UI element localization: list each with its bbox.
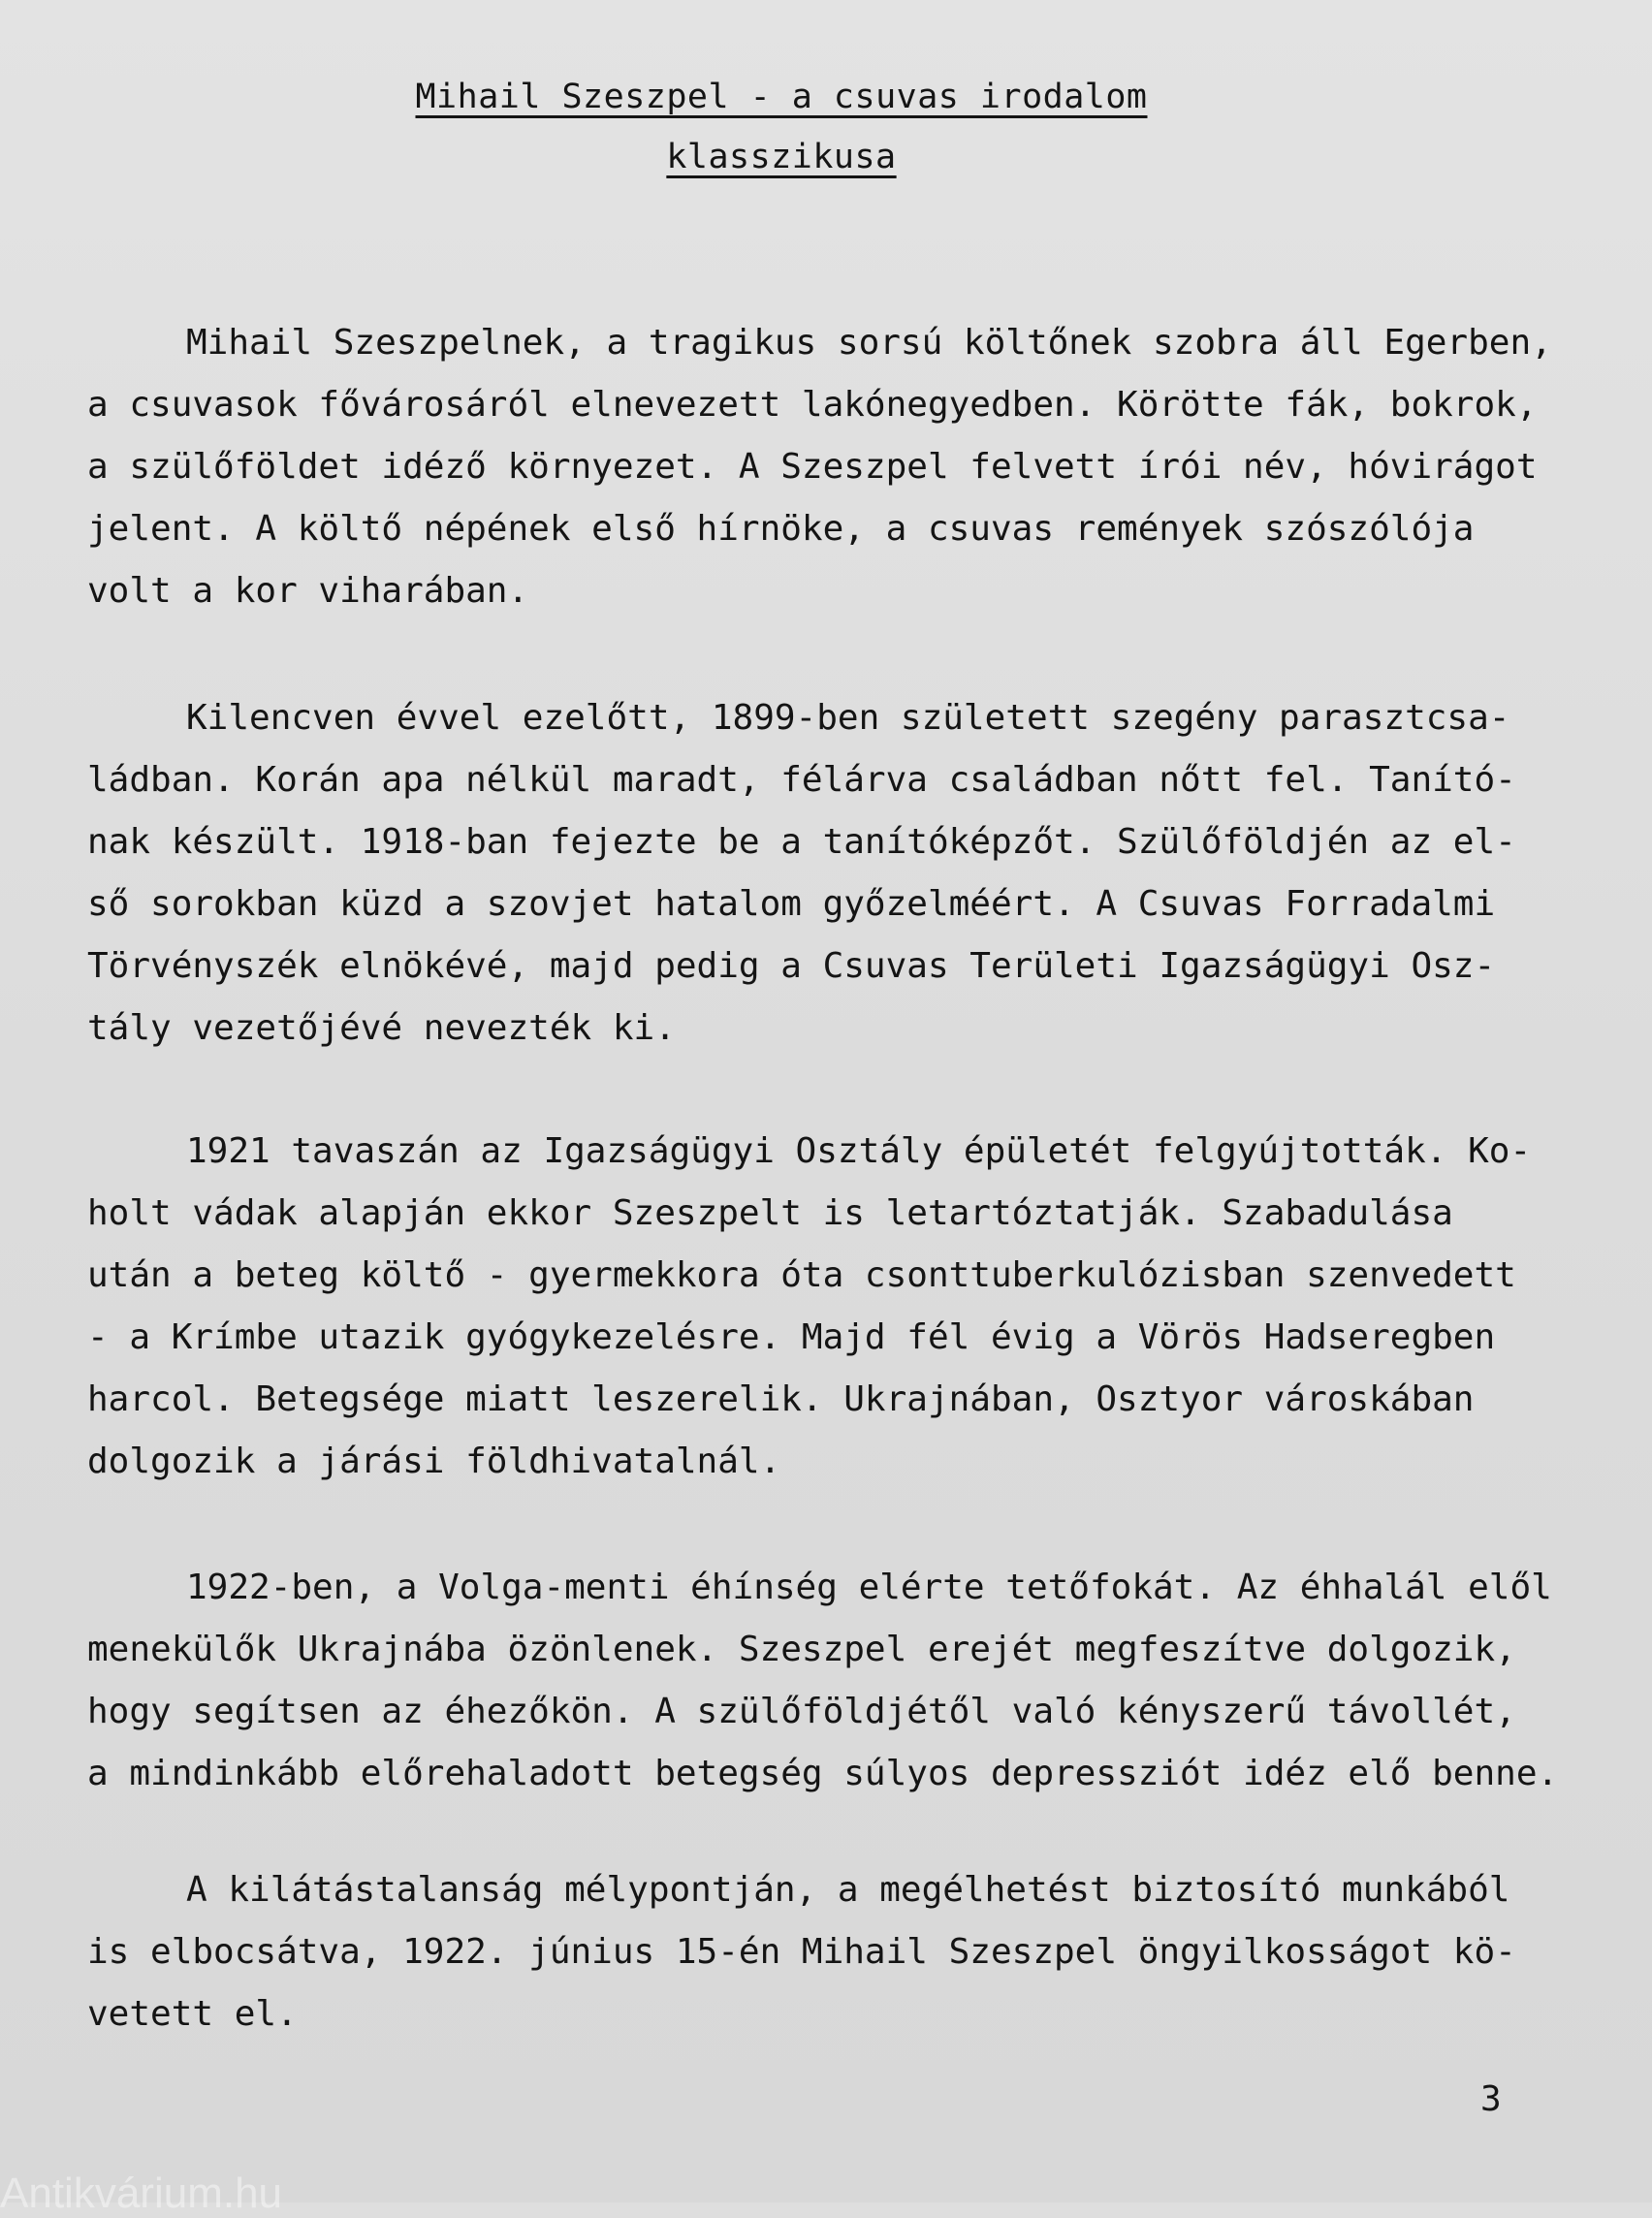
paragraph-line: Kilencven évvel ezelőtt, 1899-ben született szegény parasztcsa- — [186, 698, 1510, 738]
paragraph-line: volt a kor viharában. — [87, 571, 529, 611]
page-number: 3 — [1480, 2079, 1502, 2119]
paragraph-line: harcol. Betegsége miatt leszerelik. Ukrajnában, Osztyor városkában — [87, 1379, 1475, 1419]
paragraph-line: hogy segítsen az éhezőkön. A szülőföldjétől való kényszerű távollét, — [87, 1692, 1516, 1731]
paragraph-5 — [87, 1859, 1516, 2045]
paragraph-line: a szülőföldet idéző környezet. A Szeszpel felvett írói név, hóvirágot — [87, 447, 1538, 487]
document-title-line-1: Mihail Szeszpel - a csuvas irodalom — [415, 78, 1148, 116]
paragraph-line: holt vádak alapján ekkor Szeszpelt is letartóztatják. Szabadulása — [87, 1193, 1453, 1233]
paragraph-line: ső sorokban küzd a szovjet hatalom győzelméért. A Csuvas Forradalmi — [87, 884, 1496, 924]
paragraph-line: nak készült. 1918-ban fejezte be a tanítóképzőt. Szülőföldjén az el- — [87, 822, 1516, 862]
paragraph-line: után a beteg költő - gyermekkora óta csonttuberkulózisban szenvedett — [87, 1255, 1516, 1295]
paragraph-line: jelent. A költő népének első hírnöke, a csuvas remények szószólója — [87, 509, 1475, 549]
paragraph-line: is elbocsátva, 1922. június 15-én Mihail Szeszpel öngyilkosságot kö- — [87, 1932, 1516, 1972]
paragraph-line: menekülők Ukrajnába özönlenek. Szeszpel erejét megfeszítve dolgozik, — [87, 1630, 1516, 1669]
paragraph-line: ládban. Korán apa nélkül maradt, félárva családban nőtt fel. Tanító- — [87, 760, 1516, 800]
paragraph-line: a mindinkább előrehaladott betegség súlyos depressziót idéz elő benne. — [87, 1754, 1559, 1793]
paragraph-line: Törvényszék elnökévé, majd pedig a Csuvas Területi Igazságügyi Osz- — [87, 946, 1496, 986]
paragraph-line: vetett el. — [87, 1994, 298, 2034]
paragraph-line: - a Krímbe utazik gyógykezelésre. Majd fél évig a Vörös Hadseregben — [87, 1317, 1496, 1357]
paragraph-line: dolgozik a járási földhivatalnál. — [87, 1442, 781, 1481]
watermark: Antikvárium.hu — [0, 2170, 283, 2217]
paragraph-line: Mihail Szeszpelnek, a tragikus sorsú költőnek szobra áll Egerben, — [186, 323, 1552, 363]
paragraph-line: tály vezetőjévé nevezték ki. — [87, 1008, 676, 1048]
paragraph-line: 1922-ben, a Volga-menti éhínség elérte tetőfokát. Az éhhalál elől — [186, 1568, 1552, 1607]
paragraph-3 — [87, 1121, 1532, 1493]
paragraph-1 — [87, 312, 1552, 622]
paragraph-line: a csuvasok fővárosáról elnevezett lakónegyedben. Körötte fák, bokrok, — [87, 385, 1538, 425]
paragraph-2 — [87, 687, 1516, 1060]
paragraph-4 — [87, 1557, 1559, 1805]
document-title-line-2: klasszikusa — [666, 138, 897, 176]
paragraph-line: 1921 tavaszán az Igazságügyi Osztály épületét felgyújtották. Ko- — [186, 1131, 1532, 1171]
paragraph-line: A kilátástalanság mélypontján, a megélhetést biztosító munkából — [186, 1870, 1510, 1910]
